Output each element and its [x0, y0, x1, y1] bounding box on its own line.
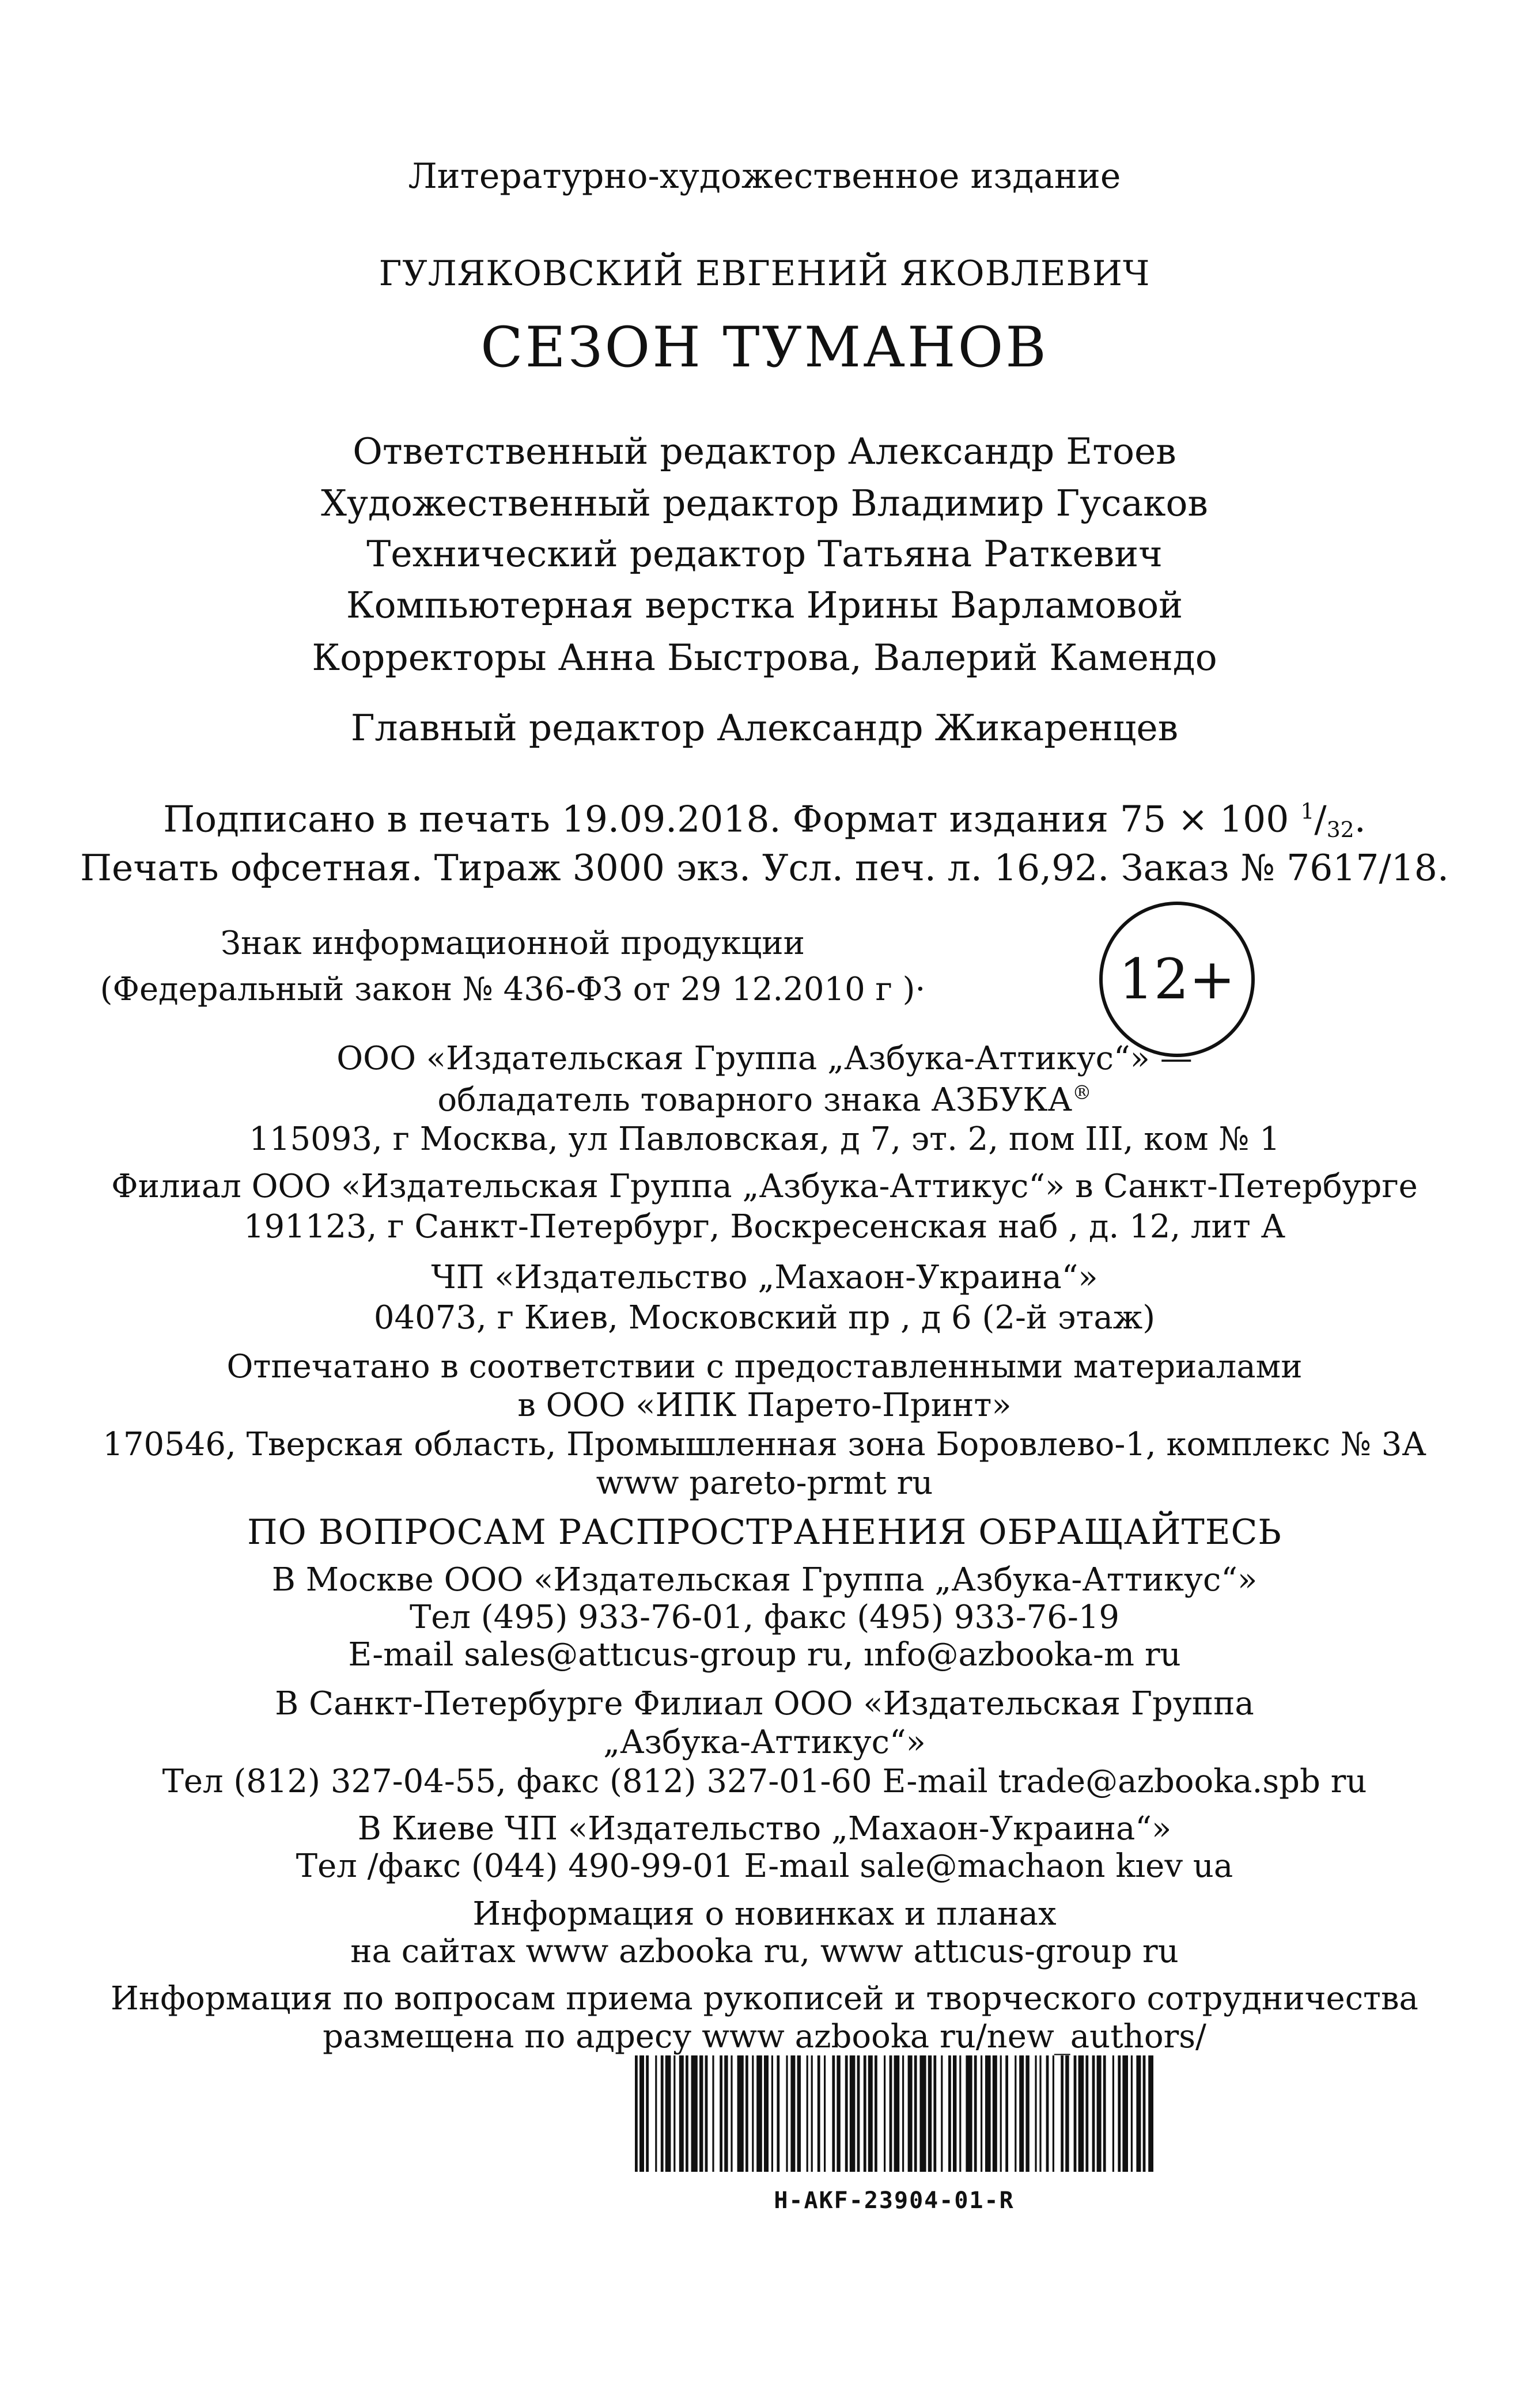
spb-phone-email: Тел (812) 327-04-55, факс (812) 327-01-60 E-mail trade@azbooka.spb ru — [162, 1763, 1367, 1800]
barcode-bar — [818, 2055, 820, 2172]
print-signed-end: . — [1354, 798, 1366, 840]
barcode-bar — [933, 2055, 936, 2172]
barcode-bar — [948, 2055, 951, 2172]
barcode-bar — [902, 2055, 904, 2172]
author-name: ГУЛЯКОВСКИЙ ЕВГЕНИЙ ЯКОВЛЕВИЧ — [379, 253, 1150, 294]
barcode-bar — [884, 2055, 885, 2172]
barcode-bar — [868, 2055, 873, 2172]
barcode-bar — [1092, 2055, 1095, 2172]
barcode-bar — [1118, 2055, 1121, 2172]
format-numerator: 1 — [1300, 798, 1315, 824]
barcode-bar — [655, 2055, 657, 2172]
format-separator: / — [1314, 798, 1327, 840]
spb-contact: В Санкт-Петербурге Филиал ООО «Издательская Группа — [275, 1685, 1254, 1722]
manuscripts-info: Информация по вопросам приема рукописей и творческого сотрудничества — [111, 1980, 1418, 2017]
barcode-bar — [941, 2055, 943, 2172]
barcode-bar — [1035, 2055, 1036, 2172]
barcode-bar — [1103, 2055, 1106, 2172]
kiev-phone-email: Тел /факс (044) 490-99-01 E-maıl sale@machaon kıev ua — [296, 1847, 1233, 1885]
publisher-address: 115093, г Москва, ул Павловская, д 7, эт. 2, пом III, ком № 1 — [249, 1120, 1280, 1158]
barcode-bar — [777, 2055, 779, 2172]
credit-line: Ответственный редактор Александр Етоев — [353, 430, 1176, 472]
barcode-bar — [752, 2055, 754, 2172]
barcode-bar — [1136, 2055, 1141, 2172]
barcode-bar — [661, 2055, 664, 2172]
printer-line: Отпечатано в соответствии с предоставленными материалами — [226, 1348, 1303, 1385]
spb-contact-cont: „Азбука-Аттикус“» — [603, 1724, 926, 1761]
barcode — [635, 2055, 1153, 2172]
barcode-bar — [665, 2055, 671, 2172]
barcode-bar — [1143, 2055, 1146, 2172]
barcode-bar — [639, 2055, 644, 2172]
barcode-bar — [764, 2055, 769, 2172]
barcode-bar — [679, 2055, 684, 2172]
barcode-bar — [1019, 2055, 1024, 2172]
barcode-bar — [807, 2055, 808, 2172]
barcode-bar — [1074, 2055, 1077, 2172]
barcode-bar — [908, 2055, 913, 2172]
barcode-bar — [974, 2055, 977, 2172]
barcode-bar — [1046, 2055, 1049, 2172]
barcode-text: H-AKF-23904-01-R — [774, 2187, 1015, 2214]
print-signed-line — [0, 798, 1529, 843]
manuscripts-address: размещена по адресу www azbooka ru/new_authors/ — [323, 2018, 1206, 2055]
trademark-text: обладатель товарного знака АЗБУКА — [437, 1081, 1073, 1119]
print-signed-text: Подписано в печать 19.09.2018. Формат издания 75 × 100 — [163, 798, 1301, 840]
barcode-bar — [756, 2055, 762, 2172]
age-rating-badge: 12+ — [1099, 902, 1255, 1057]
barcode-bar — [1039, 2055, 1041, 2172]
barcode-bar — [837, 2055, 840, 2172]
edition-type: Литературно-художественное издание — [408, 156, 1121, 196]
book-title: СЕЗОН ТУМАНОВ — [480, 315, 1049, 380]
barcode-bar — [1005, 2055, 1008, 2172]
ukraine-publisher: ЧП «Издательство „Махаон-Украина“» — [431, 1259, 1098, 1296]
news-info: Информация о новинках и планах — [472, 1895, 1057, 1933]
barcode-bar — [646, 2055, 649, 2172]
barcode-bar — [890, 2055, 892, 2172]
barcode-bar — [824, 2055, 826, 2172]
barcode-bar — [705, 2055, 708, 2172]
barcode-bar — [737, 2055, 744, 2172]
barcode-bar — [1078, 2055, 1084, 2172]
barcode-bar — [919, 2055, 926, 2172]
printer-website: www pareto-prmt ru — [596, 1464, 933, 1502]
branch-name: Филиал ООО «Издательская Группа „Азбука-Аттикус“» в Санкт-Петербурге — [111, 1168, 1418, 1205]
barcode-bar — [1122, 2055, 1128, 2172]
barcode-bar — [857, 2055, 860, 2172]
barcode-bar — [1065, 2055, 1069, 2172]
publisher-trademark — [0, 1081, 1529, 1119]
barcode-bar — [724, 2055, 728, 2172]
barcode-bar — [797, 2055, 801, 2172]
news-websites: на сайтах www azbooka ru, www attıcus-group ru — [350, 1933, 1179, 1970]
barcode-bar — [686, 2055, 688, 2172]
barcode-bar — [1000, 2055, 1002, 2172]
barcode-bar — [966, 2055, 972, 2172]
info-sign-title: Знак информационной продукции — [221, 925, 805, 962]
barcode-bar — [1131, 2055, 1133, 2172]
format-denominator: 32 — [1326, 817, 1354, 843]
ukraine-address: 04073, г Киев, Московский пр , д 6 (2-й этаж) — [373, 1299, 1156, 1336]
barcode-bar — [845, 2055, 848, 2172]
registered-mark: ® — [1072, 1081, 1092, 1104]
barcode-bar — [875, 2055, 877, 2172]
barcode-bar — [894, 2055, 900, 2172]
barcode-bar — [832, 2055, 835, 2172]
barcode-bar — [1085, 2055, 1088, 2172]
barcode-bar — [985, 2055, 991, 2172]
barcode-bar — [699, 2055, 703, 2172]
moscow-contact: В Москве ООО «Издательская Группа „Азбука-Аттикус“» — [271, 1561, 1258, 1599]
barcode-bar — [1097, 2055, 1102, 2172]
barcode-bar — [1025, 2055, 1029, 2172]
barcode-bar — [1148, 2055, 1153, 2172]
branch-address: 191123, г Санкт-Петербург, Воскресенская наб , д. 12, лит А — [243, 1208, 1286, 1245]
moscow-phone: Тел (495) 933-76-01, факс (495) 933-76-19 — [409, 1599, 1120, 1636]
barcode-bar — [914, 2055, 917, 2172]
barcode-bar — [712, 2055, 714, 2172]
credit-line: Технический редактор Татьяна Раткевич — [366, 533, 1163, 575]
barcode-bar — [691, 2055, 698, 2172]
info-sign-law: (Федеральный закон № 436-ФЗ от 29 12.2010 г )· — [100, 971, 926, 1008]
barcode-bar — [1053, 2055, 1054, 2172]
barcode-bar — [959, 2055, 961, 2172]
barcode-bar — [1112, 2055, 1114, 2172]
barcode-bar — [635, 2055, 638, 2172]
barcode-bar — [1015, 2055, 1016, 2172]
barcode-bar — [1061, 2055, 1064, 2172]
credit-line: Корректоры Анна Быстрова, Валерий Камендо — [312, 637, 1217, 679]
moscow-email: E-mail sales@attıcus-group ru, ınfo@azbooka-m ru — [348, 1636, 1181, 1674]
barcode-bar — [864, 2055, 866, 2172]
printer-name: в ООО «ИПК Парето-Принт» — [517, 1387, 1012, 1424]
printer-address: 170546, Тверская область, Промышленная зона Боровлево-1, комплекс № 3А — [103, 1426, 1426, 1463]
barcode-bar — [928, 2055, 932, 2172]
barcode-bar — [811, 2055, 813, 2172]
barcode-bar — [790, 2055, 795, 2172]
barcode-bar — [850, 2055, 856, 2172]
publisher-name: ООО «Издательская Группа „Азбука-Аттикус“» — — [336, 1040, 1193, 1077]
print-details: Печать офсетная. Тираж 3000 экз. Усл. печ. л. 16,92. Заказ № 7617/18. — [80, 847, 1449, 889]
credit-line: Компьютерная верстка Ирины Варламовой — [346, 584, 1183, 626]
barcode-bar — [720, 2055, 722, 2172]
barcode-bar — [771, 2055, 773, 2172]
chief-editor: Главный редактор Александр Жикаренцев — [350, 707, 1179, 749]
barcode-bar — [731, 2055, 732, 2172]
barcode-bar — [981, 2055, 982, 2172]
barcode-bar — [953, 2055, 956, 2172]
barcode-bar — [786, 2055, 788, 2172]
barcode-bar — [745, 2055, 748, 2172]
kiev-contact: В Киеве ЧП «Издательство „Махаон-Украина“» — [357, 1810, 1172, 1847]
barcode-bar — [673, 2055, 675, 2172]
credit-line: Художественный редактор Владимир Гусаков — [321, 482, 1208, 524]
barcode-bar — [993, 2055, 997, 2172]
distribution-heading: ПО ВОПРОСАМ РАСПРОСТРАНЕНИЯ ОБРАЩАЙТЕСЬ — [247, 1512, 1282, 1553]
